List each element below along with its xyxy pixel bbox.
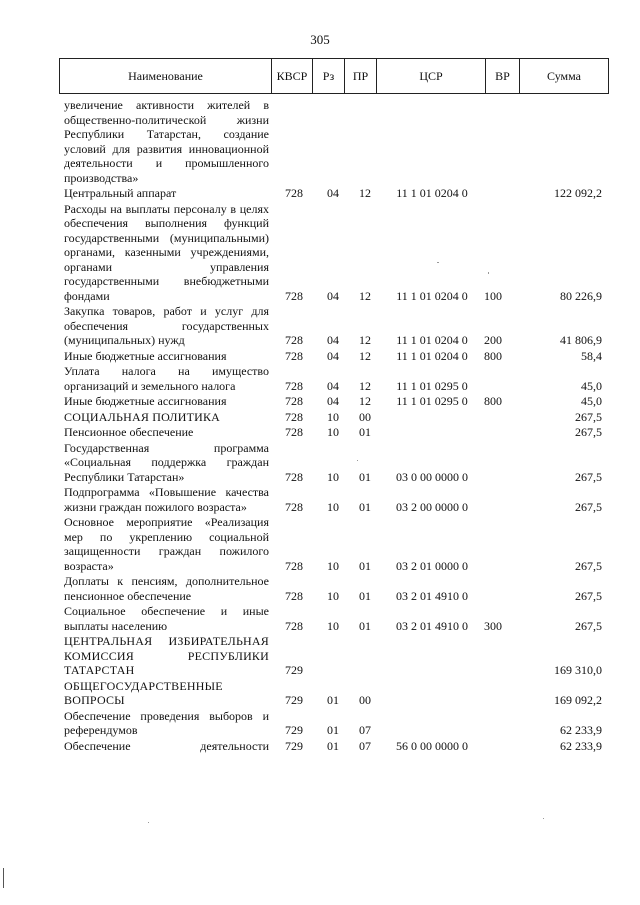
row-name: Иные бюджетные ассигнования [64, 348, 227, 363]
row-pr: 01 [359, 618, 371, 633]
row-kvsr: 728 [285, 378, 303, 393]
row-vr: 800 [484, 348, 502, 363]
table-row [0, 679, 640, 708]
table-row [0, 304, 640, 348]
row-csr: 11 1 01 0295 0 [396, 378, 468, 393]
table-header [59, 58, 609, 94]
row-csr: 11 1 01 0295 0 [396, 394, 468, 408]
column-header-pr: ПР [345, 59, 377, 93]
row-rz: 04 [327, 348, 339, 363]
row-rz: 01 [327, 723, 339, 737]
column-header-sum: Сумма [547, 68, 581, 83]
row-csr: 11 1 01 0204 0 [396, 348, 468, 363]
row-sum: 122 092,2 [554, 186, 602, 200]
column-header-vr: ВР [486, 59, 520, 93]
table-row [0, 394, 640, 409]
scan-speck [543, 818, 544, 819]
row-vr: 300 [484, 618, 502, 633]
row-rz: 10 [327, 409, 339, 424]
scan-speck [437, 262, 439, 263]
row-sum: 267,5 [575, 588, 602, 603]
table-row [0, 515, 640, 573]
row-name: Закупка товаров, работ и услуг для обеспечения государственных (муниципальных) нужд [64, 304, 269, 347]
table-body [0, 97, 640, 753]
row-rz: 04 [327, 186, 339, 200]
page-number: 305 [310, 32, 330, 47]
row-pr: 12 [359, 333, 371, 347]
row-sum: 41 806,9 [560, 333, 602, 347]
row-kvsr: 728 [285, 409, 303, 424]
row-sum: 58,4 [581, 348, 602, 363]
row-sum: 62 233,9 [560, 723, 602, 737]
row-rz: 04 [327, 333, 339, 347]
row-name: Расходы на выплаты персоналу в целях обеспечения выполнения функций государственными (муниципальными) органами, казенными учреждениями, органами управления государственными внебюджетными фондами [64, 201, 269, 303]
row-pr: 01 [359, 588, 371, 603]
table-row [0, 364, 640, 393]
table-row [0, 709, 640, 738]
row-kvsr: 728 [285, 469, 303, 484]
row-kvsr: 729 [285, 693, 303, 707]
row-kvsr: 728 [285, 348, 303, 363]
row-csr: 03 2 01 0000 0 [396, 558, 468, 573]
row-sum: 169 310,0 [554, 663, 602, 677]
row-name: Подпрограмма «Повышение качества жизни граждан пожилого возраста» [64, 485, 269, 514]
row-pr: 01 [359, 558, 371, 573]
row-name: Центральный аппарат [64, 186, 177, 200]
row-kvsr: 728 [285, 618, 303, 633]
row-pr: 12 [359, 348, 371, 363]
column-header-csr: ЦСР [377, 59, 486, 93]
row-name: Государственная программа «Социальная поддержка граждан Республики Татарстан» [64, 440, 269, 484]
row-pr: 12 [359, 288, 371, 303]
row-name: Пенсионное обеспечение [64, 425, 194, 439]
row-kvsr: 728 [285, 288, 303, 303]
row-name: Обеспечение деятельности [64, 738, 269, 753]
row-name: увеличение активности жителей в общественно-политической жизни Республики Татарстан, создание условий для развития инновационной деятельности и промышленного производства» [64, 98, 269, 185]
row-rz: 10 [327, 558, 339, 573]
row-csr: 03 2 01 4910 0 [396, 588, 468, 603]
row-rz: 04 [327, 394, 339, 408]
row-kvsr: 729 [285, 663, 303, 677]
row-name: Основное мероприятие «Реализация мер по укреплению социальной защищенности граждан пожилого возраста» [64, 515, 269, 573]
row-csr: 03 0 00 0000 0 [396, 469, 468, 484]
row-csr: 11 1 01 0204 0 [396, 333, 468, 347]
column-header-name: Наименование [60, 59, 272, 93]
row-name: Иные бюджетные ассигнования [64, 394, 227, 408]
row-rz: 10 [327, 499, 339, 514]
row-vr: 200 [484, 333, 502, 347]
row-pr: 00 [359, 693, 371, 707]
row-name: Обеспечение проведения выборов и референдумов [64, 708, 269, 737]
row-name: Доплаты к пенсиям, дополнительное пенсионное обеспечение [64, 574, 269, 603]
scan-speck [488, 272, 489, 274]
row-pr: 12 [359, 394, 371, 408]
row-sum: 267,5 [575, 409, 602, 424]
row-sum: 169 092,2 [554, 693, 602, 707]
row-vr: 800 [484, 394, 502, 408]
row-kvsr: 728 [285, 394, 303, 408]
table-row [0, 202, 640, 304]
row-sum: 267,5 [575, 425, 602, 439]
row-sum: 45,0 [581, 378, 602, 393]
row-csr: 56 0 00 0000 0 [396, 738, 468, 753]
row-name: ЦЕНТРАЛЬНАЯ ИЗБИРАТЕЛЬНАЯ КОМИССИЯ РЕСПУБЛИКИ ТАТАРСТАН [64, 634, 269, 677]
row-name: Уплата налога на имущество организаций и земельного налога [64, 364, 269, 393]
row-rz: 10 [327, 588, 339, 603]
scan-edge-mark [3, 868, 4, 888]
row-pr: 12 [359, 186, 371, 200]
row-kvsr: 729 [285, 738, 303, 753]
table-row [0, 441, 640, 485]
table-row [0, 98, 640, 185]
row-sum: 45,0 [581, 394, 602, 408]
row-pr: 07 [359, 723, 371, 737]
row-kvsr: 728 [285, 558, 303, 573]
row-sum: 62 233,9 [560, 738, 602, 753]
row-vr: 100 [484, 288, 502, 303]
row-name: ОБЩЕГОСУДАРСТВЕННЫЕ ВОПРОСЫ [64, 678, 223, 707]
row-csr: 03 2 00 0000 0 [396, 499, 468, 514]
row-pr: 12 [359, 378, 371, 393]
row-pr: 00 [359, 409, 371, 424]
row-pr: 01 [359, 499, 371, 514]
row-name: Социальное обеспечение и иные выплаты населению [64, 604, 269, 633]
row-kvsr: 729 [285, 723, 303, 737]
row-rz: 10 [327, 618, 339, 633]
row-rz: 04 [327, 288, 339, 303]
row-csr: 11 1 01 0204 0 [396, 186, 468, 200]
row-name: СОЦИАЛЬНАЯ ПОЛИТИКА [64, 409, 221, 424]
table-row [0, 349, 640, 364]
column-header-kvsr: КВСР [272, 59, 313, 93]
row-pr: 01 [359, 469, 371, 484]
row-sum: 267,5 [575, 558, 602, 573]
row-rz: 10 [327, 425, 339, 439]
row-kvsr: 728 [285, 333, 303, 347]
table-row [0, 634, 640, 678]
table-row [0, 425, 640, 440]
scan-speck [357, 460, 358, 461]
row-kvsr: 728 [285, 588, 303, 603]
row-pr: 01 [359, 425, 371, 439]
row-kvsr: 728 [285, 499, 303, 514]
table-row [0, 485, 640, 514]
row-sum: 267,5 [575, 618, 602, 633]
row-sum: 267,5 [575, 469, 602, 484]
row-csr: 11 1 01 0204 0 [396, 288, 468, 303]
row-rz: 04 [327, 378, 339, 393]
row-rz: 01 [327, 738, 339, 753]
row-kvsr: 728 [285, 425, 303, 439]
row-rz: 10 [327, 469, 339, 484]
table-row [0, 574, 640, 603]
row-csr: 03 2 01 4910 0 [396, 618, 468, 633]
table-row [0, 739, 640, 754]
row-pr: 07 [359, 738, 371, 753]
table-row [0, 604, 640, 633]
row-kvsr: 728 [285, 186, 303, 200]
column-header-rz: Рз [313, 59, 345, 93]
table-row [0, 186, 640, 201]
scan-speck [148, 822, 149, 823]
row-sum: 80 226,9 [560, 288, 602, 303]
row-sum: 267,5 [575, 499, 602, 514]
table-row [0, 410, 640, 425]
row-rz: 01 [327, 693, 339, 707]
